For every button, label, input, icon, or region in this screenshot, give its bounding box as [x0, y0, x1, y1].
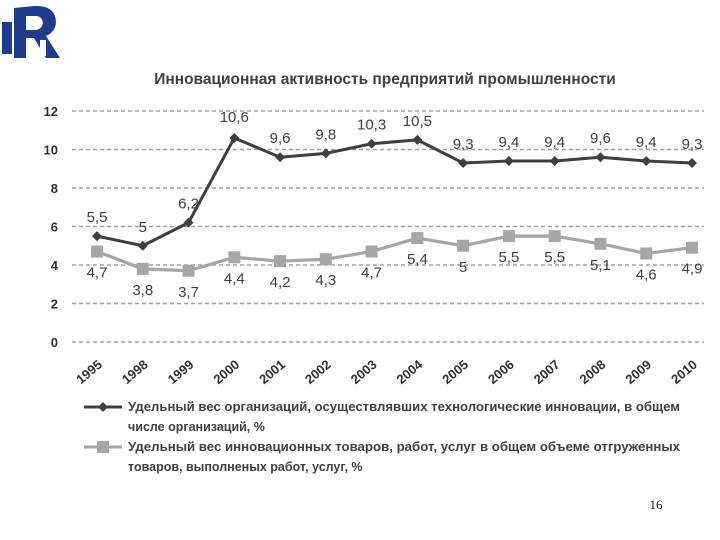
data-label: 9,3	[681, 135, 703, 153]
y-tick-label: 6	[50, 219, 58, 235]
data-label: 9,4	[498, 134, 520, 152]
chart-title: Инновационная активность предприятий промышленности	[154, 71, 616, 88]
x-tick-label: 2008	[576, 356, 609, 387]
data-label: 5	[458, 258, 468, 276]
data-label: 5,5	[86, 209, 108, 227]
legend-label: Удельный вес организаций, осуществлявших технологические инновации, в общем	[128, 400, 680, 414]
data-point-diamond	[92, 231, 102, 241]
data-point-square	[228, 251, 240, 263]
x-tick-label: 2003	[347, 356, 380, 387]
x-tick-label: 2009	[622, 356, 655, 387]
data-label: 5,1	[590, 256, 611, 274]
legend-label: Удельный вес инновационных товаров, работ, услуг в общем объеме отгруженных	[128, 440, 681, 454]
data-label: 10,6	[219, 108, 249, 126]
data-label: 5,5	[498, 249, 520, 267]
x-tick-label: 2001	[256, 356, 289, 387]
data-label: 9,8	[315, 126, 337, 144]
data-point-diamond	[641, 156, 651, 166]
data-label: 4,9	[681, 260, 703, 278]
x-tick-label: 1995	[73, 356, 105, 387]
data-point-square	[640, 247, 652, 259]
data-label: 9,6	[590, 130, 611, 148]
data-point-square	[594, 238, 606, 250]
data-label: 4,7	[361, 264, 383, 282]
y-tick-label: 2	[50, 296, 58, 312]
data-point-diamond	[595, 152, 605, 162]
data-point-diamond	[138, 241, 148, 251]
data-point-square	[549, 230, 561, 242]
data-label: 5	[138, 218, 147, 236]
data-label: 9,4	[544, 134, 566, 152]
data-point-square	[91, 246, 103, 258]
data-point-square	[137, 263, 149, 275]
data-point-square	[183, 265, 195, 277]
data-label: 4,6	[635, 266, 657, 284]
x-tick-label: 2002	[301, 356, 334, 387]
data-point-square	[274, 255, 286, 267]
data-label: 5,5	[544, 249, 566, 267]
y-tick-label: 0	[50, 335, 58, 350]
data-point-diamond	[458, 158, 468, 168]
data-point-square	[320, 253, 332, 265]
data-point-diamond	[687, 158, 697, 168]
legend-label: числе организаций, %	[128, 420, 265, 434]
data-point-diamond	[367, 139, 377, 149]
data-label: 4,2	[269, 274, 291, 292]
x-tick-label: 2004	[393, 356, 426, 387]
x-tick-label: 2007	[530, 356, 563, 387]
data-point-diamond	[321, 148, 331, 158]
y-tick-label: 10	[43, 142, 58, 158]
data-point-square	[411, 232, 423, 244]
x-tick-label: 2000	[210, 356, 243, 387]
data-point-square	[686, 242, 698, 254]
data-point-square	[366, 246, 378, 258]
data-label: 10,3	[357, 116, 387, 134]
data-label: 6,2	[178, 195, 199, 213]
legend-marker-diamond	[98, 402, 108, 412]
data-label: 3,7	[178, 283, 199, 301]
data-label: 4,3	[315, 272, 337, 290]
y-tick-label: 12	[43, 104, 58, 119]
legend-label: товаров, выполненых работ, услуг, %	[128, 460, 363, 474]
data-point-square	[503, 230, 515, 242]
data-label: 4,4	[223, 270, 245, 288]
data-label: 9,4	[635, 134, 657, 152]
data-label: 9,3	[452, 135, 474, 153]
data-label: 4,7	[86, 264, 108, 282]
data-point-diamond	[412, 135, 422, 145]
data-label: 10,5	[402, 112, 432, 130]
legend-marker-square	[97, 441, 109, 453]
page-number: 16	[649, 497, 663, 512]
data-label: 9,6	[269, 130, 291, 148]
x-tick-label: 2006	[485, 356, 517, 387]
data-point-diamond	[275, 152, 285, 162]
y-tick-label: 4	[50, 258, 58, 273]
data-point-diamond	[504, 156, 514, 166]
data-point-square	[457, 240, 469, 252]
data-label: 3,8	[132, 281, 154, 299]
data-point-diamond	[550, 156, 560, 166]
y-tick-label: 8	[50, 181, 58, 196]
data-label: 5,4	[406, 251, 428, 269]
x-tick-label: 2005	[439, 356, 472, 387]
x-tick-label: 1999	[164, 356, 197, 387]
x-tick-label: 2010	[668, 356, 700, 387]
x-tick-label: 1998	[118, 356, 151, 387]
